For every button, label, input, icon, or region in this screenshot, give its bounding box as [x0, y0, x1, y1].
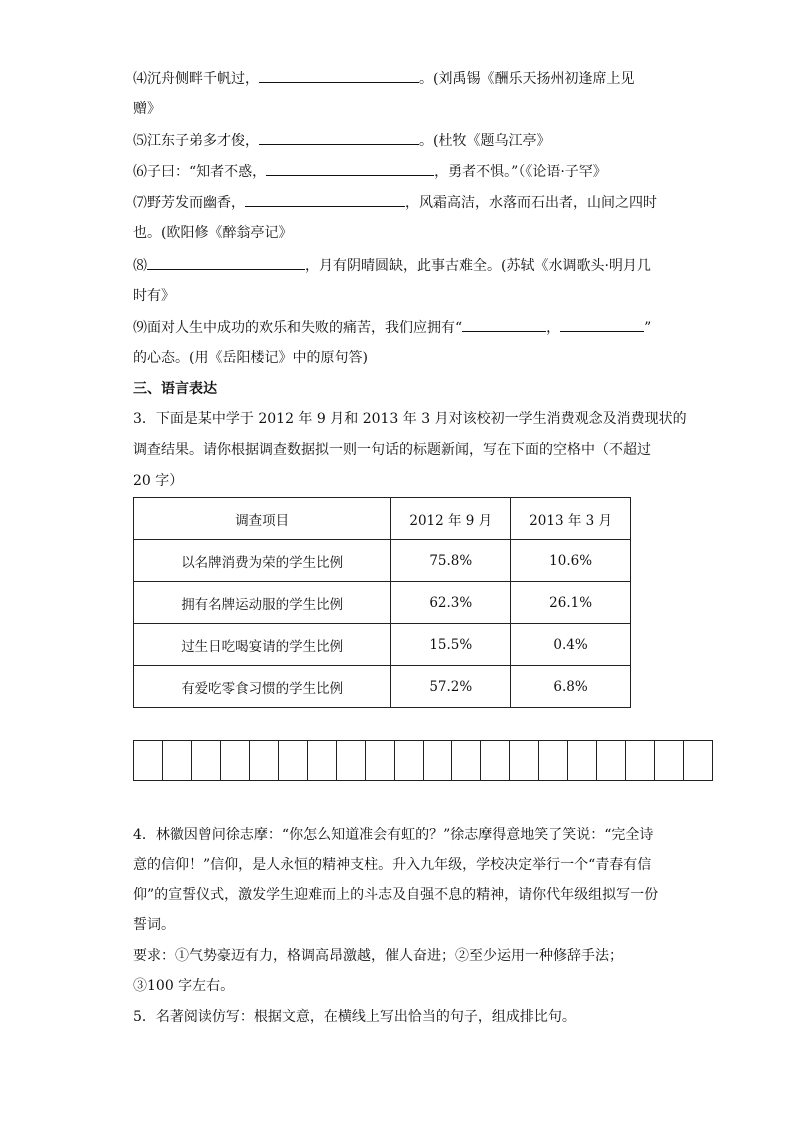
table-cell: 0.4%: [511, 624, 631, 666]
answer-grid-cell[interactable]: [337, 741, 366, 780]
answer-grid-cell[interactable]: [539, 741, 568, 780]
table-cell: 拥有名牌运动服的学生比例: [134, 582, 391, 624]
table-cell: 10.6%: [511, 540, 631, 582]
answer-grid-cell[interactable]: [134, 741, 163, 780]
table-cell: 过生日吃喝宴请的学生比例: [134, 624, 391, 666]
answer-grid-cell[interactable]: [684, 741, 712, 780]
answer-grid-cell[interactable]: [221, 741, 250, 780]
table-header-cell: 2013 年 3 月: [511, 498, 631, 540]
answer-grid-cell[interactable]: [308, 741, 337, 780]
q8-poem-line: ⑻ ，月有阴晴圆缺，此事古难全。(苏轼《水调歌头·明月几: [133, 255, 651, 276]
q4-text-line1: 4．林徽因曾问徐志摩：“你怎么知道准会有虹的？”徐志摩得意地笑了笑说：“完全诗: [133, 827, 654, 843]
answer-blank[interactable]: [462, 317, 546, 332]
q3-text-line3: 20 字）: [133, 473, 184, 489]
answer-blank[interactable]: [259, 130, 419, 145]
table-header-cell: 2012 年 9 月: [391, 498, 511, 540]
table-header-cell: 调查项目: [134, 498, 391, 540]
q8-poem-line-cont: 时有》: [133, 288, 175, 304]
answer-blank[interactable]: [245, 192, 405, 207]
answer-blank[interactable]: [147, 255, 305, 270]
answer-grid-cell[interactable]: [626, 741, 655, 780]
q7-poem-line-cont: 也。(欧阳修《醉翁亭记》: [133, 225, 293, 241]
q4-poem-line: ⑷沉舟侧畔千帆过， 。(刘禹锡《酬乐天扬州初逢席上见: [133, 68, 634, 89]
q4-text-line4: 誓词。: [133, 917, 175, 933]
table-cell: 以名牌消费为荣的学生比例: [134, 540, 391, 582]
answer-grid-cell[interactable]: [655, 741, 684, 780]
q3-text-line2: 调查结果。请你根据调查数据拟一则一句话的标题新闻，写在下面的空格中（不超过: [133, 442, 651, 458]
answer-grid-cell[interactable]: [279, 741, 308, 780]
table-cell: 62.3%: [391, 582, 511, 624]
table-cell: 75.8%: [391, 540, 511, 582]
q6-poem-line: ⑹子曰：“知者不惑， ，勇者不惧。”（《论语·子罕》: [133, 161, 607, 182]
answer-blank[interactable]: [259, 68, 419, 83]
answer-grid-cell[interactable]: [366, 741, 395, 780]
q4-poem-line-cont: 赠》: [133, 101, 161, 117]
table-row: [134, 540, 631, 582]
q4-requirement-line2: ③100 字左右。: [133, 978, 235, 994]
answer-grid[interactable]: [133, 740, 713, 781]
answer-grid-cell[interactable]: [192, 741, 221, 780]
q4-text-line2: 意的信仰！”信仰，是人永恒的精神支柱。升入九年级，学校决定举行一个“青春有信: [133, 857, 652, 873]
q3-text-line1: 3．下面是某中学于 2012 年 9 月和 2013 年 3 月对该校初一学生消费观念及消费现状的: [133, 411, 687, 427]
table-row: [134, 624, 631, 666]
q4-text-line3: 仰”的宣誓仪式，激发学生迎难而上的斗志及自强不息的精神，请你代年级组拟写一份: [133, 887, 659, 903]
survey-table: [133, 497, 631, 708]
answer-grid-cell[interactable]: [597, 741, 626, 780]
table-cell: 有爱吃零食习惯的学生比例: [134, 666, 391, 708]
table-header-row: [134, 498, 631, 540]
q9-poem-line-cont: 的心态。(用《岳阳楼记》中的原句答): [133, 350, 368, 366]
q5-poem-line: ⑸江东子弟多才俊， 。(杜牧《题乌江亭》: [133, 130, 550, 151]
answer-grid-cell[interactable]: [395, 741, 424, 780]
answer-grid-cell[interactable]: [250, 741, 279, 780]
table-cell: 15.5%: [391, 624, 511, 666]
table-row: [134, 666, 631, 708]
answer-grid-cell[interactable]: [481, 741, 510, 780]
answer-grid-cell[interactable]: [568, 741, 597, 780]
table-cell: 6.8%: [511, 666, 631, 708]
table-cell: 26.1%: [511, 582, 631, 624]
q5-text-line1: 5．名著阅读仿写：根据文意，在横线上写出恰当的句子，组成排比句。: [133, 1009, 576, 1025]
answer-grid-cell[interactable]: [452, 741, 481, 780]
answer-blank[interactable]: [266, 161, 434, 176]
answer-grid-cell[interactable]: [424, 741, 453, 780]
q4-requirement-line1: 要求：①气势豪迈有力，格调高昂激越，催人奋进；②至少运用一种修辞手法；: [133, 948, 623, 964]
answer-grid-cell[interactable]: [163, 741, 192, 780]
answer-blank[interactable]: [560, 317, 644, 332]
section-heading: 三、语言表达: [133, 381, 217, 397]
q9-poem-line: ⑼面对人生中成功的欢乐和失败的痛苦，我们应拥有“ ， ”: [133, 317, 651, 338]
q7-poem-line: ⑺野芳发而幽香， ，风霜高洁，水落而石出者，山间之四时: [133, 192, 657, 213]
table-row: [134, 582, 631, 624]
answer-grid-cell[interactable]: [510, 741, 539, 780]
table-cell: 57.2%: [391, 666, 511, 708]
